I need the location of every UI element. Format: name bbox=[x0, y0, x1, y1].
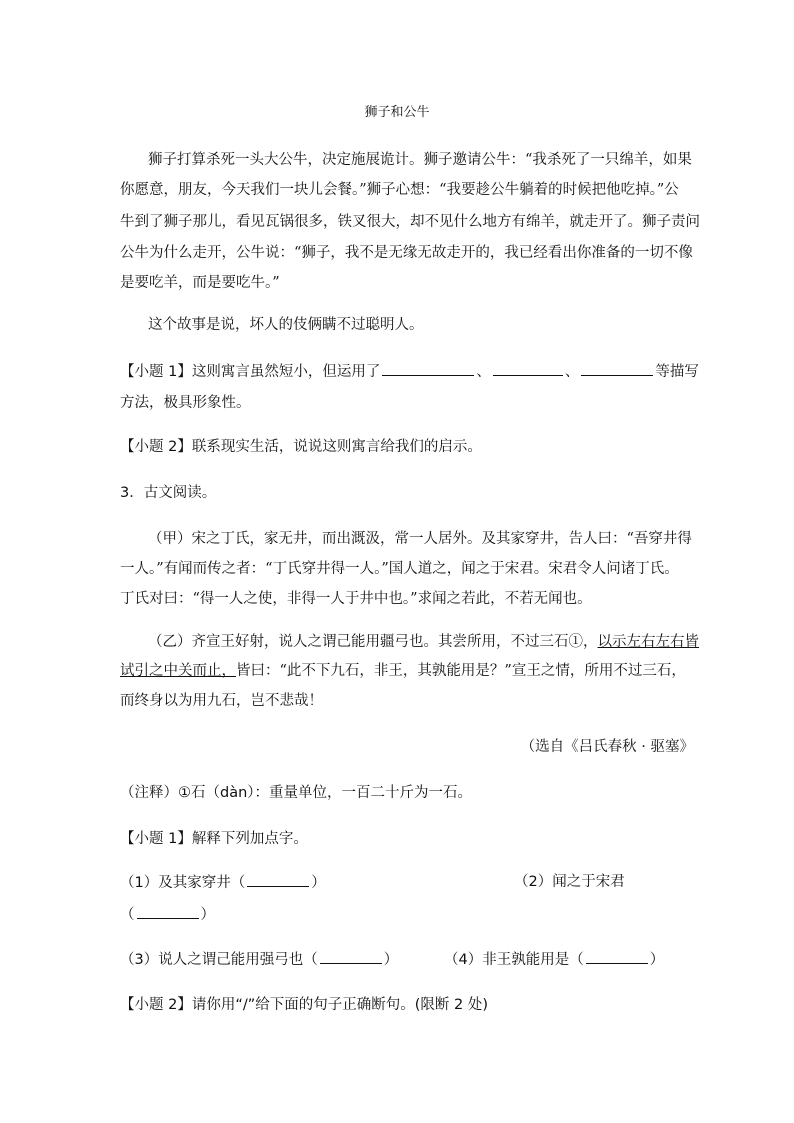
story-line-2: 你愿意，朋友，今天我们一块儿会餐。”狮子心想：“我要趁公牛躺着的时候把他吃掉。”公 bbox=[120, 182, 679, 198]
answer-blank-item-3[interactable] bbox=[320, 949, 382, 964]
question-1-suffix: 等描写 bbox=[655, 364, 699, 380]
passage-yi-text: 皆曰：“此不下九石，非王，其孰能用是？”宣王之情，所用不过三石， bbox=[236, 663, 686, 679]
underlined-sentence: 以示左右左右皆 bbox=[597, 634, 699, 650]
item-3 bbox=[120, 949, 398, 970]
story-line-1: 狮子打算杀死一头大公牛，决定施展诡计。狮子邀请公牛：“我杀死了一只绵羊，如果 bbox=[148, 152, 692, 168]
question-2: 【小题 2】联系现实生活，说说这则寓言给我们的启示。 bbox=[120, 439, 482, 455]
paren-close: ） bbox=[383, 952, 399, 968]
item-4-text: （4）非王孰能用是（ bbox=[444, 952, 584, 968]
answer-blank-item-1[interactable] bbox=[247, 872, 309, 887]
answer-blank-1[interactable] bbox=[382, 361, 474, 376]
story-moral: 这个故事是说，坏人的伎俩瞒不过聪明人。 bbox=[148, 317, 424, 333]
passage-yi-text: （乙）齐宣王好射，说人之谓己能用疆弓也。其尝所用，不过三石①， bbox=[148, 634, 598, 650]
question-1-line-2: 方法，极具形象性。 bbox=[120, 395, 251, 411]
section-3-heading: 3．古文阅读。 bbox=[120, 485, 217, 501]
separator: 、 bbox=[564, 364, 580, 380]
question-1 bbox=[120, 361, 699, 382]
answer-blank-3[interactable] bbox=[581, 361, 653, 376]
source-citation: （选自《吕氏春秋 · 驱塞》 bbox=[520, 739, 694, 755]
separator: 、 bbox=[476, 364, 491, 380]
item-1 bbox=[120, 872, 326, 893]
item-4 bbox=[444, 949, 664, 970]
question-1-prefix: 【小题 1】这则寓言虽然短小，但运用了 bbox=[120, 364, 381, 380]
story-line-4: 公牛为什么走开，公牛说：“狮子，我不是无缘无故走开的，我已经看出你准备的一切不像 bbox=[120, 245, 693, 261]
passage-yi-line-3: 而终身以为用九石，岂不悲哉！ bbox=[120, 693, 323, 709]
paren-close: ） bbox=[649, 952, 665, 968]
answer-blank-item-2[interactable] bbox=[137, 904, 199, 919]
passage-yi-line-1 bbox=[148, 632, 699, 652]
story-line-3: 牛到了狮子那儿，看见瓦锅很多，铁叉很大，却不见什么地方有绵羊，就走开了。狮子责问 bbox=[120, 214, 700, 230]
story-title: 狮子和公牛 bbox=[364, 105, 430, 120]
item-2: （2）闻之于宋君 bbox=[514, 874, 625, 890]
underlined-sentence: 试引之中关而止， bbox=[120, 663, 236, 679]
item-1-text: （1）及其家穿井（ bbox=[120, 875, 246, 891]
item-3-text: （3）说人之谓己能用强弓也（ bbox=[120, 952, 318, 968]
passage-jia-line-1: （甲）宋之丁氏，家无井，而出溉汲，常一人居外。及其家穿井，告人曰：“吾穿井得 bbox=[148, 531, 692, 547]
item-2-answer bbox=[120, 904, 215, 925]
passage-jia-line-3: 丁氏对曰：“得一人之使，非得一人于井中也。”求闻之若此，不若无闻也。 bbox=[120, 591, 592, 607]
passage-jia-line-2: 一人。”有闻而传之者：“丁氏穿井得一人。”国人道之，闻之于宋君。宋君令人问诸丁氏。 bbox=[120, 561, 679, 577]
paren-close: ） bbox=[311, 875, 326, 891]
annotation-note: （注释）①石（dàn）：重量单位，一百二十斤为一石。 bbox=[120, 785, 473, 801]
question-4: 【小题 2】请你用“/”给下面的句子正确断句。(限断 2 处) bbox=[120, 997, 488, 1013]
story-line-5: 是要吃羊，而是要吃牛。” bbox=[120, 275, 280, 291]
question-3: 【小题 1】解释下列加点字。 bbox=[120, 831, 308, 847]
passage-yi-line-2 bbox=[120, 661, 686, 681]
answer-blank-2[interactable] bbox=[493, 361, 563, 376]
answer-blank-item-4[interactable] bbox=[586, 949, 648, 964]
paren-close: ） bbox=[200, 907, 215, 923]
paren-open: （ bbox=[120, 907, 135, 923]
